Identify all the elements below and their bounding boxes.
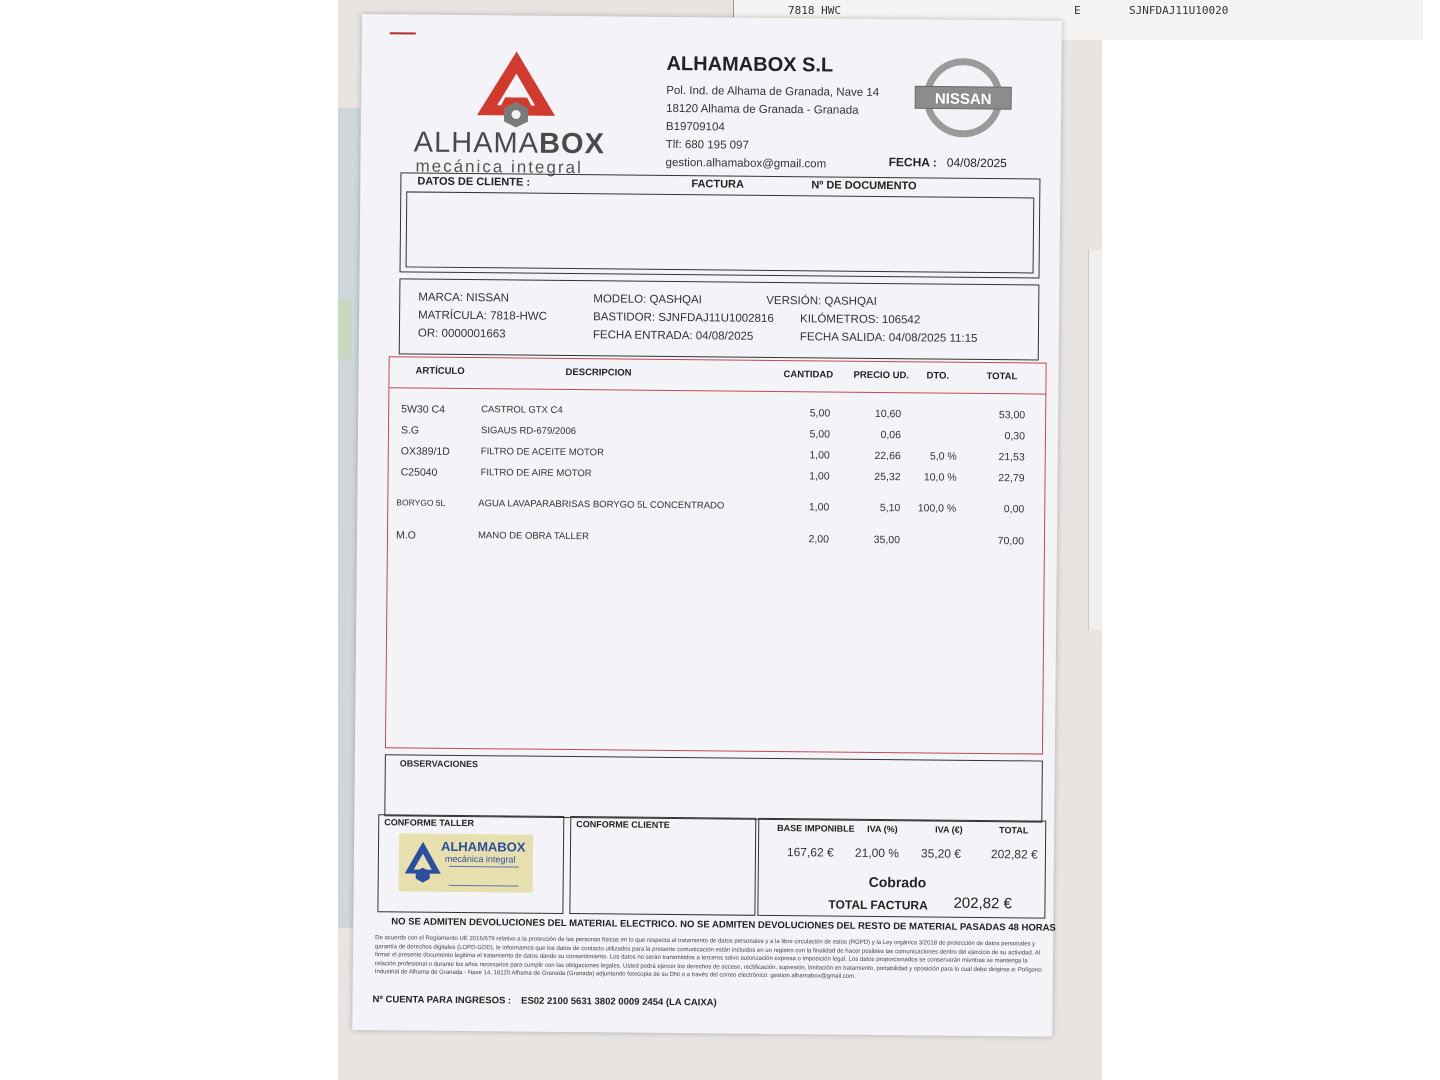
header-divider [389,387,1045,394]
entry-date: FECHA ENTRADA: 04/08/2025 [592,329,754,343]
cell-precio: 25,32 [874,470,901,484]
underlying-text: E [1074,4,1081,17]
cell-cantidad: 1,00 [809,449,830,462]
total-label: TOTAL [999,825,1029,836]
base-label: BASE IMPONIBLE [777,823,855,834]
cell-articulo: M.O [395,529,416,542]
company-cif: B19709104 [665,120,725,134]
company-address-1: Pol. Ind. de Alhama de Granada, Nave 14 [666,84,880,99]
col-header-descripcion: DESCRIPCION [565,366,632,379]
totals-box [757,818,1046,919]
company-address-2: 18120 Alhama de Granada - Granada [666,102,859,117]
cell-cantidad: 1,00 [808,501,830,514]
cell-articulo: S.G [400,424,420,437]
client-data-label: DATOS DE CLIENTE : [417,175,531,189]
legal-text: De acuerdo con el Reglamento UE 2016/679 relativo a la protección de las personas físicas en lo que respecta al tratamiento de datos personales y a la libre circulación de estos (RGPD) y la Ley orgánica 3/2018 de protección de datos personales y garantía de derechos digitales (LOPD-GDD), le informamos que los datos de contacto utilizados para la presente comunicación están incluidos en un registro con la finalidad de hacer posibles las comunicaciones dentro del ejercicio de su actividad. Al firmar el presente documento legitima el tratamiento de datos dando su consentimiento. Los datos no serán transmitidos a terceros salvo autorización expresa o imposición legal. Los datos proporcionados se conservarán mientras se mantenga la relación profesional o durante los años necesarios para cumplir con las obligaciones legales. Usted podrá ejercer los derechos de acceso, rectificación, supresión, limitación en tratamiento, portabilidad y oposición para lo cual debe dirigirse a: Polígono Industrial de Alhama de Granada - Nave 14, 18120 Alhama de Granada (Granada) adjuntando fotocopia de su DNI o a través del correo electrónico: gestion.alhamabox@gmail.com. [374,935,1042,980]
client-data-box [400,172,1041,278]
table-row [388,497,1044,523]
observations-box [384,754,1043,822]
iva-pct-label: IVA (%) [867,823,898,835]
cell-articulo: C25040 [400,466,438,479]
cell-descripcion: AGUA LAVAPARABRISAS BORYGO 5L CONCENTRADO [478,498,725,512]
repair-order: OR: 0000001663 [417,327,506,341]
cell-dto: 100,0 % [917,502,957,515]
company-logo [408,48,619,180]
cell-cantidad: 5,00 [809,407,831,420]
cell-articulo: OX389/1D [400,445,450,458]
vehicle-version: VERSIÓN: QASHQAI [766,294,877,308]
table-row [388,529,1044,555]
invoice-sheet [352,14,1062,1037]
cell-precio: 5,10 [879,501,901,515]
bank-account [372,994,716,1008]
client-signature-box [569,816,756,916]
workshop-stamp [399,833,534,892]
left-paper-strip [338,300,352,360]
workshop-signature-label: CONFORME TALLER [384,817,475,829]
svg-text:NISSAN: NISSAN [934,90,992,109]
cell-articulo: 5W30 C4 [401,403,446,416]
iva-pct-value: 21,00 % [854,845,900,861]
vehicle-vin: BASTIDOR: SJNFDAJ11U1002816 [593,311,774,325]
nissan-emblem-icon [913,55,1014,140]
vehicle-mileage: KILÓMETROS: 106542 [800,313,921,327]
cell-descripcion: CASTROL GTX C4 [481,404,563,416]
company-info [665,53,926,174]
cell-dto: 5,0 % [929,450,957,463]
observations-label: OBSERVACIONES [399,758,479,770]
returns-notice: NO SE ADMITEN DEVOLUCIONES DEL MATERIAL ELECTRICO. NO SE ADMITEN DEVOLUCIONES DEL RESTO DE MATERIAL PASADAS 48 HORAS [391,916,1056,934]
workshop-signature-box [377,814,564,914]
invoice-total-value: 202,82 € [953,894,1012,913]
cell-descripcion: FILTRO DE ACEITE MOTOR [480,446,605,459]
col-header-total: TOTAL [986,371,1018,383]
nissan-logo [913,55,1014,140]
cell-precio: 10,60 [874,407,902,421]
total-value: 202,82 € [990,847,1038,862]
cell-total: 0,00 [1003,503,1025,516]
stamp-brand: ALHAMABOX [440,838,526,855]
stamp-logo-icon [403,839,443,883]
bank-account-label: Nº CUENTA PARA INGRESOS : [372,994,512,1007]
cell-cantidad: 2,00 [808,533,830,546]
vehicle-info-box [399,278,1040,360]
paid-status: Cobrado [868,873,927,891]
cell-precio: 22,66 [874,449,901,463]
cell-descripcion: SIGAUS RD-679/2006 [480,425,577,438]
cell-articulo: BORYGO 5L [396,497,446,508]
items-table [385,356,1047,754]
col-header-cantidad: CANTIDAD [783,369,834,381]
document-number-label: Nº DE DOCUMENTO [811,179,917,193]
company-phone: Tlf: 680 195 097 [665,138,749,152]
underlying-text: SJNFDAJ11U10020 [1129,4,1229,17]
stamp-address-lines [449,866,519,887]
exit-date: FECHA SALIDA: 04/08/2025 11:15 [799,331,978,345]
invoice-total-label: TOTAL FACTURA [828,897,928,913]
vehicle-plate: MATRÍCULA: 7818-HWC [418,309,548,323]
client-signature-label: CONFORME CLIENTE [576,819,670,830]
cell-cantidad: 1,00 [809,470,830,483]
col-header-dto: DTO. [926,370,950,382]
iva-eur-label: IVA (€) [935,824,963,835]
cell-total: 22,79 [998,472,1025,485]
company-email: gestion.alhamabox@gmail.com [665,156,827,171]
cell-total: 53,00 [998,409,1026,422]
vehicle-brand: MARCA: NISSAN [418,291,510,305]
cell-total: 21,53 [998,451,1025,464]
red-mark [390,32,416,34]
cell-precio: 35,00 [873,533,901,547]
stamp-subtitle: mecánica integral [444,853,516,865]
base-value: 167,62 € [786,845,834,860]
right-paper-strip [1088,250,1102,630]
vehicle-model: MODELO: QASHQAI [593,293,702,307]
cell-precio: 0,06 [880,428,902,442]
company-name: ALHAMABOX S.L [666,52,834,77]
col-header-articulo: ARTÍCULO [415,365,465,378]
bank-account-value: ES02 2100 5631 3802 0009 2454 (LA CAIXA) [521,995,717,1009]
cell-total: 70,00 [997,535,1025,548]
cell-total: 0,30 [1004,430,1026,443]
col-header-precio: PRECIO UD. [853,369,910,382]
document-type-label: FACTURA [691,178,744,191]
logo-triangle-icon [471,49,562,128]
logo-brand-text: ALHAMABOX [413,126,606,161]
cell-descripcion: MANO DE OBRA TALLER [477,530,590,543]
cell-descripcion: FILTRO DE AIRE MOTOR [480,467,592,480]
client-data-field [406,191,1035,273]
logo-subtitle: mecánica integral [415,156,583,178]
cell-cantidad: 5,00 [809,428,831,441]
underlying-text: 7818 HWC [788,4,841,17]
iva-eur-value: 35,20 € [920,846,962,861]
cell-dto: 10,0 % [923,471,957,484]
invoice-date: FECHA : 04/08/2025 [888,155,1007,171]
